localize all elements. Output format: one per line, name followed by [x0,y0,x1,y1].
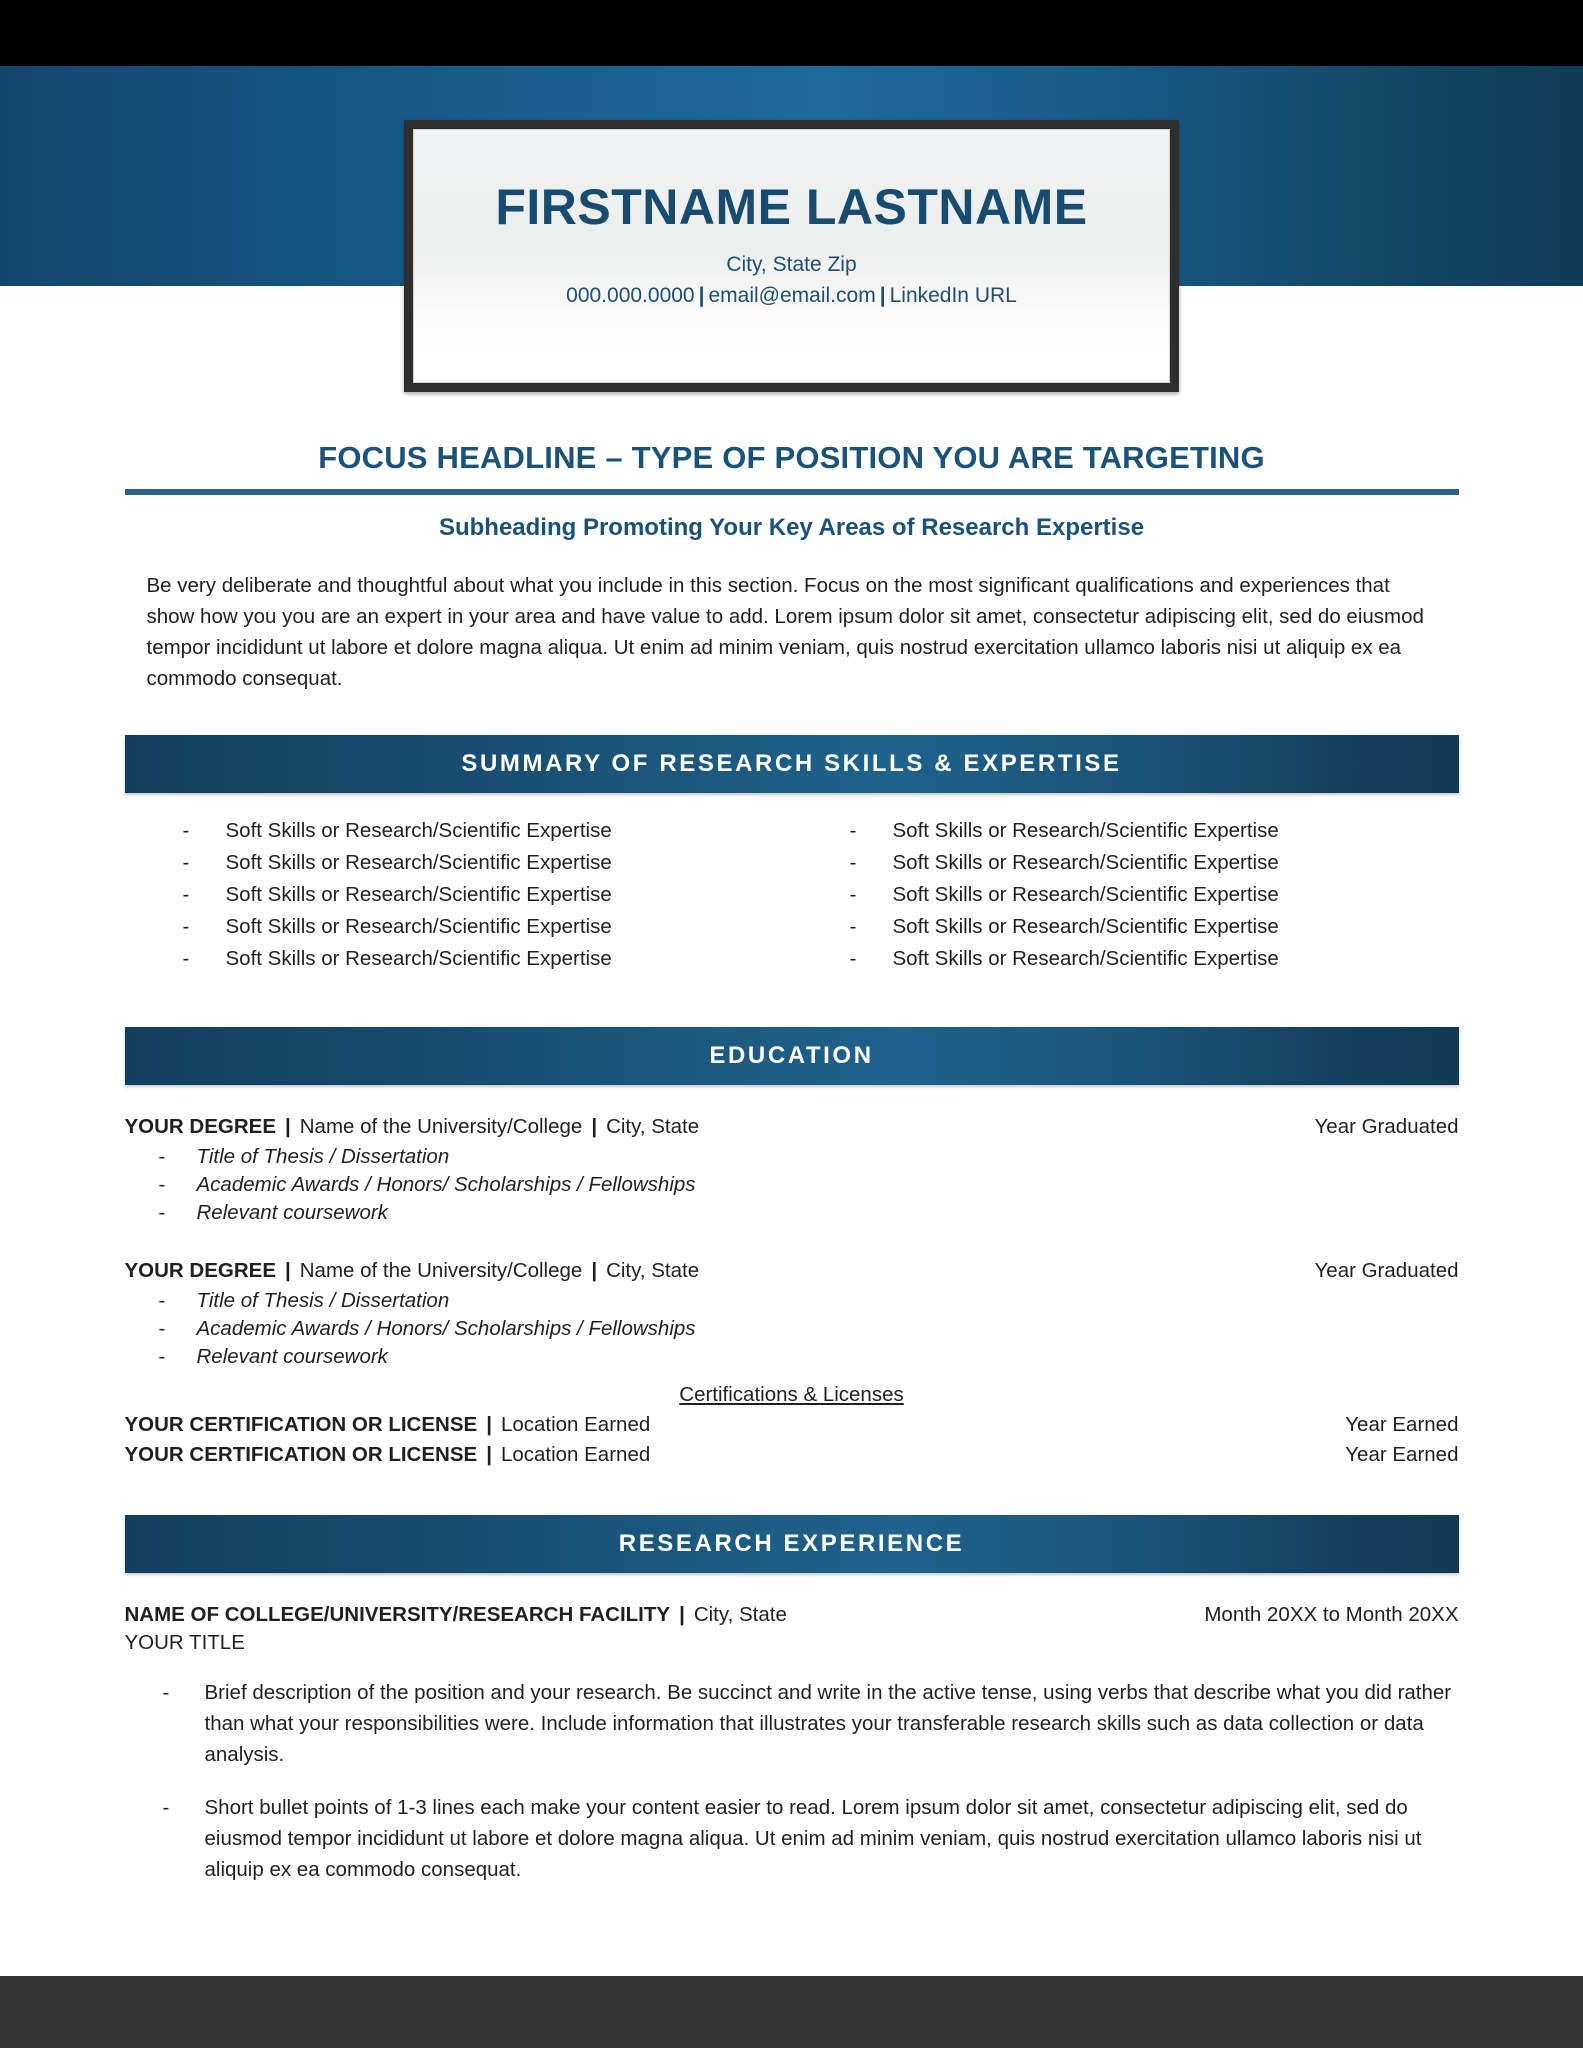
section-banner-experience-label: RESEARCH EXPERIENCE [618,1529,965,1557]
skill-label: Soft Skills or Research/Scientific Expertise [225,914,612,938]
experience-bullet-label: Short bullet points of 1-3 lines each make your content easier to read. Lorem ipsum dolor sit amet, consectetur adipiscing elit, sed do eiusmod tempor incididunt ut labore et dolore magna aliqua. Ut enim ad minim veniam, quis nostrud exercitation ullamco laboris nisi ut aliquip ex ea commodo consequat. [204,1796,1422,1882]
nameplate-inner [413,129,1170,383]
education-entry [125,1259,1459,1369]
list-item [125,1677,1459,1770]
skill-label: Soft Skills or Research/Scientific Expertise [225,946,612,970]
education-detail-label: Title of Thesis / Dissertation [196,1144,450,1168]
bullet-dash-icon: - [182,882,190,906]
school-location-label: City, State [606,1258,700,1282]
skill-label: Soft Skills or Research/Scientific Expertise [892,946,1279,970]
bullet-dash-icon: - [158,1200,166,1224]
school-label: Name of the University/College [299,1114,583,1138]
list-item [183,947,792,971]
skill-label: Soft Skills or Research/Scientific Expertise [225,882,612,906]
bullet-dash-icon: - [849,914,857,938]
bullet-dash-icon: - [162,1680,170,1704]
certifications-subtitle: Certifications & Licenses [679,1382,904,1406]
experience-entry [125,1603,1459,1886]
field-separator: | [486,1412,492,1436]
education-detail-label: Relevant coursework [196,1200,388,1224]
contact-separator-2: | [879,284,886,307]
education-entry-header [125,1259,1459,1283]
skill-label: Soft Skills or Research/Scientific Expertise [225,850,612,874]
list-item [850,819,1459,843]
education-entries [125,1115,1459,1467]
education-entry [125,1115,1459,1225]
field-separator: | [285,1114,291,1138]
headline-divider-rule [125,489,1459,495]
bullet-dash-icon: - [158,1144,166,1168]
page-title: FIRSTNAME LASTNAME [495,179,1088,235]
skills-column-right [792,819,1459,979]
skill-label: Soft Skills or Research/Scientific Expertise [892,850,1279,874]
list-item [125,1792,1459,1885]
contact-phone[interactable]: 000.000.0000 [566,284,695,307]
bottom-gray-bar [0,1976,1583,2048]
experience-bullet-label: Brief description of the position and your research. Be succinct and write in the active tense, using verbs that describe what you did rather than what your responsibilities were. Include information that illustrates your transferable research skills such as data collection or data analysis. [204,1680,1452,1766]
education-entry-details [125,1289,1459,1369]
degree-label: YOUR DEGREE [124,1114,276,1138]
school-label: Name of the University/College [299,1258,583,1282]
field-separator: | [591,1114,598,1138]
graduation-year-label: Year Graduated [1314,1114,1459,1138]
list-item [183,819,792,843]
skills-column-left [125,819,792,979]
section-banner-experience [125,1515,1459,1573]
list-item [183,883,792,907]
contact-line [566,284,1017,308]
certification-name-label: YOUR CERTIFICATION OR LICENSE [124,1442,478,1466]
school-location-label: City, State [606,1114,700,1138]
field-separator: | [486,1442,492,1466]
experience-bullets [125,1677,1459,1886]
organization-label: NAME OF COLLEGE/UNIVERSITY/RESEARCH FACILITY [124,1602,671,1626]
skill-label: Soft Skills or Research/Scientific Expertise [225,818,612,842]
focus-subheading: Subheading Promoting Your Key Areas of Research Expertise [438,514,1145,541]
experience-entries [125,1603,1459,1886]
skill-label: Soft Skills or Research/Scientific Expertise [892,818,1279,842]
contact-email[interactable]: email@email.com [708,284,876,307]
bullet-dash-icon: - [158,1288,166,1312]
bullet-dash-icon: - [182,914,190,938]
experience-entry-header [125,1603,1459,1627]
certification-year-label: Year Earned [1345,1412,1459,1436]
resume-content [0,440,1583,1908]
bullet-dash-icon: - [849,818,857,842]
bullet-dash-icon: - [182,946,190,970]
list-item [125,1145,1459,1169]
list-item [125,1345,1459,1369]
certification-location-label: Location Earned [500,1442,651,1466]
field-separator: | [679,1602,685,1626]
list-item [125,1317,1459,1341]
skill-label: Soft Skills or Research/Scientific Expertise [892,882,1279,906]
bullet-dash-icon: - [158,1172,166,1196]
list-item [850,883,1459,907]
education-entry-header [125,1115,1459,1139]
job-title-label: YOUR TITLE [124,1630,245,1654]
education-entry-details [125,1145,1459,1225]
bullet-dash-icon: - [182,850,190,874]
contact-city-state-zip: City, State Zip [726,253,857,276]
section-banner-education [125,1027,1459,1085]
certification-row-left [125,1413,651,1437]
list-item [850,851,1459,875]
education-detail-label: Title of Thesis / Dissertation [196,1288,450,1312]
certification-row [125,1413,1459,1437]
education-detail-label: Relevant coursework [196,1344,388,1368]
bullet-dash-icon: - [849,882,857,906]
skill-label: Soft Skills or Research/Scientific Expertise [892,914,1279,938]
focus-headline: FOCUS HEADLINE – TYPE OF POSITION YOU ARE TARGETING [318,440,1265,475]
education-entry-header-left [125,1115,700,1139]
section-banner-summary [125,735,1459,793]
section-banner-education-label: EDUCATION [709,1041,874,1069]
nameplate-frame [404,120,1179,392]
contact-linkedin[interactable]: LinkedIn URL [889,284,1017,307]
list-item [125,1289,1459,1313]
employment-dates-label: Month 20XX to Month 20XX [1204,1602,1459,1626]
list-item [183,915,792,939]
list-item [850,915,1459,939]
bullet-dash-icon: - [849,946,857,970]
certification-row-left [125,1443,651,1467]
field-separator: | [591,1258,598,1282]
section-banner-summary-label: SUMMARY OF RESEARCH SKILLS & EXPERTISE [461,749,1122,777]
experience-entry-header-left [125,1603,787,1627]
certification-name-label: YOUR CERTIFICATION OR LICENSE [124,1412,478,1436]
field-separator: | [285,1258,291,1282]
degree-label: YOUR DEGREE [124,1258,276,1282]
focus-paragraph: Be very deliberate and thoughtful about what you include in this section. Focus on the most significant qualifications and experiences that show how you you are an expert in your area and have value to add. Lorem ipsum dolor sit amet, consectetur adipiscing elit, sed do eiusmod tempor incididunt ut labore et dolore magna aliqua. Ut enim ad minim veniam, quis nostrud exercitation ullamco laboris nisi ut aliquip ex ea commodo consequat. [146,574,1424,691]
top-black-bar [0,0,1583,66]
education-detail-label: Academic Awards / Honors/ Scholarships / Fellowships [196,1316,696,1340]
education-entry-header-left [125,1259,700,1283]
bullet-dash-icon: - [849,850,857,874]
graduation-year-label: Year Graduated [1314,1258,1459,1282]
bullet-dash-icon: - [158,1316,166,1340]
certification-location-label: Location Earned [500,1412,651,1436]
bullet-dash-icon: - [182,818,190,842]
certification-row [125,1443,1459,1467]
skills-columns [125,819,1459,979]
education-detail-label: Academic Awards / Honors/ Scholarships / Fellowships [196,1172,696,1196]
list-item [125,1201,1459,1225]
organization-location-label: City, State [693,1602,787,1626]
bullet-dash-icon: - [158,1344,166,1368]
list-item [125,1173,1459,1197]
contact-separator-1: | [698,284,705,307]
list-item [183,851,792,875]
certification-year-label: Year Earned [1345,1442,1459,1466]
list-item [850,947,1459,971]
bullet-dash-icon: - [162,1796,170,1820]
